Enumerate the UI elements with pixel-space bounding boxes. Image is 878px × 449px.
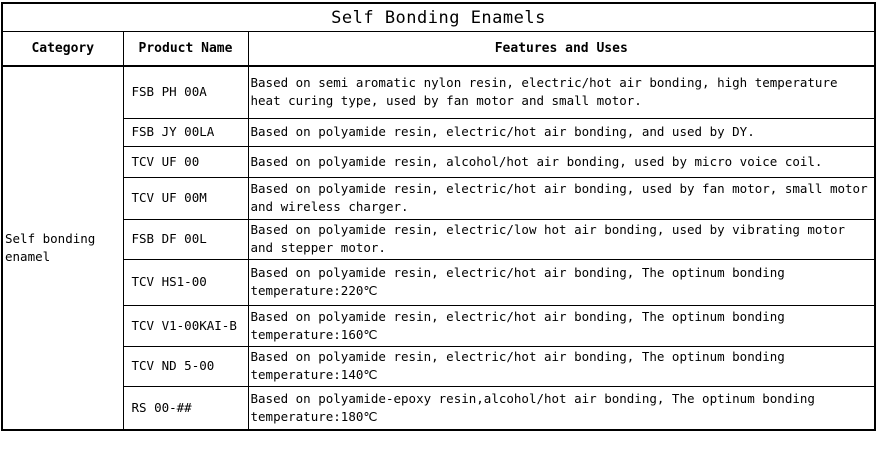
- features-cell: Based on polyamide resin, electric/low hot air bonding, used by vibrating motor and stepper motor.: [248, 219, 875, 259]
- features-cell: Based on polyamide resin, electric/hot air bonding, The optinum bonding temperature:220℃: [248, 259, 875, 305]
- features-cell: Based on polyamide resin, electric/hot air bonding, The optinum bonding temperature:160℃: [248, 305, 875, 346]
- product-name-cell: TCV ND 5-00: [123, 346, 248, 386]
- product-name-cell: FSB JY 00LA: [123, 118, 248, 146]
- table-row: [2, 66, 875, 118]
- features-cell: Based on semi aromatic nylon resin, electric/hot air bonding, high temperature heat curing type, used by fan motor and small motor.: [248, 66, 875, 118]
- header-features-and-uses: Features and Uses: [248, 32, 875, 67]
- table-row: [2, 118, 875, 146]
- features-cell: Based on polyamide resin, alcohol/hot air bonding, used by micro voice coil.: [248, 146, 875, 177]
- features-cell: Based on polyamide-epoxy resin,alcohol/hot air bonding, The optinum bonding temperature:180℃: [248, 386, 875, 430]
- features-cell: Based on polyamide resin, electric/hot air bonding, The optinum bonding temperature:140℃: [248, 346, 875, 386]
- table-row: [2, 346, 875, 386]
- product-name-cell: TCV UF 00: [123, 146, 248, 177]
- enamel-table-container: [1, 2, 876, 431]
- table-row: [2, 259, 875, 305]
- features-cell: Based on polyamide resin, electric/hot air bonding, and used by DY.: [248, 118, 875, 146]
- product-name-cell: TCV V1-00KAI-B: [123, 305, 248, 346]
- table-row: [2, 219, 875, 259]
- table-row: [2, 177, 875, 219]
- table-row: [2, 146, 875, 177]
- product-name-cell: TCV HS1-00: [123, 259, 248, 305]
- product-name-cell: TCV UF 00M: [123, 177, 248, 219]
- header-row: [2, 32, 875, 67]
- self-bonding-enamels-table: [1, 2, 876, 431]
- header-product-name: Product Name: [123, 32, 248, 67]
- category-cell: Self bonding enamel: [2, 66, 123, 430]
- header-category: Category: [2, 32, 123, 67]
- product-name-cell: RS 00-##: [123, 386, 248, 430]
- product-name-cell: FSB DF 00L: [123, 219, 248, 259]
- product-name-cell: FSB PH 00A: [123, 66, 248, 118]
- features-cell: Based on polyamide resin, electric/hot air bonding, used by fan motor, small motor and wireless charger.: [248, 177, 875, 219]
- table-row: [2, 305, 875, 346]
- table-title: Self Bonding Enamels: [2, 3, 875, 32]
- table-row: [2, 386, 875, 430]
